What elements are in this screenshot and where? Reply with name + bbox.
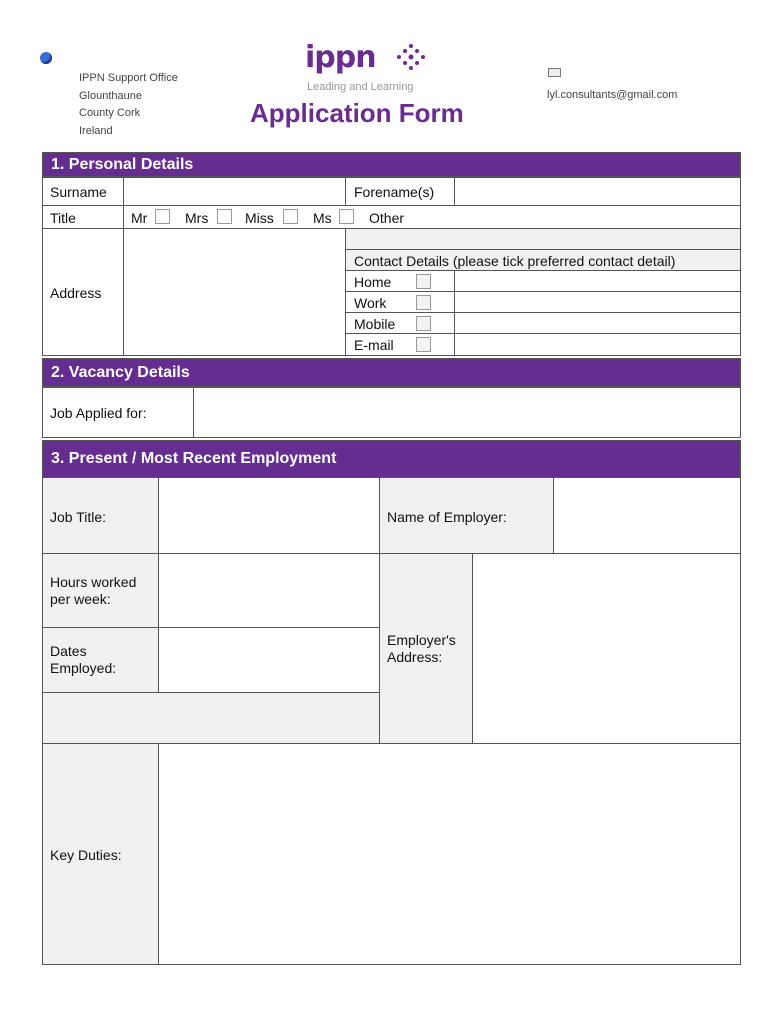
other-label: Other [369,210,405,226]
logo-text: ippn [305,40,376,75]
job-title-label-cell [42,477,159,554]
contact-email: lyl.consultants@gmail.com [547,89,678,101]
surname-field[interactable] [123,177,346,206]
job-applied-field[interactable] [193,387,741,438]
contact-email-field[interactable] [454,333,741,356]
ippn-logo [305,40,435,80]
contact-mobile-field[interactable] [454,312,741,334]
contact-mobile-label-cell [345,312,455,334]
key-duties-field[interactable] [158,743,741,965]
job-title-field[interactable] [158,477,380,554]
employer-name-field[interactable] [553,477,741,554]
email-icon [548,68,561,77]
contact-work-label: Work [354,295,387,311]
address-line: County Cork [79,107,141,119]
mr-label: Mr [131,210,148,226]
address-label: Address [50,285,102,301]
mr-checkbox[interactable] [155,209,170,224]
key-duties-label-cell [42,743,159,965]
office-address [79,70,178,140]
miss-label: Miss [245,210,274,226]
job-applied-label-cell [42,387,194,438]
title-options-row [123,205,741,229]
contact-details-label: Contact Details (please tick preferred contact detail) [354,253,676,269]
contact-email-label-cell [345,333,455,356]
mrs-label: Mrs [185,210,209,226]
surname-label: Surname [50,184,107,200]
contact-spacer [345,228,741,250]
contact-home-field[interactable] [454,270,741,292]
job-applied-label: Job Applied for: [50,405,147,421]
miss-checkbox[interactable] [283,209,298,224]
forename-label-cell [345,177,455,206]
contact-work-field[interactable] [454,291,741,313]
employer-address-label: Employer's Address: [387,632,456,665]
hours-field[interactable] [158,553,380,628]
surname-label-cell [42,177,124,206]
contact-details-header [345,249,741,271]
contact-home-label: Home [354,274,392,290]
dates-label: Dates Employed: [50,643,117,676]
ms-label: Ms [313,210,332,226]
section-vacancy-details: 2. Vacancy Details [42,358,741,387]
employer-address-label-cell [379,553,473,744]
globe-icon [40,52,52,64]
dates-field[interactable] [158,627,380,693]
address-line: IPPN Support Office [79,72,178,84]
work-checkbox[interactable] [416,295,431,310]
hours-label-cell [42,553,159,628]
contact-email-label: E-mail [354,337,394,353]
address-label-cell [42,228,124,356]
dates-label-cell [42,627,159,693]
hours-label: Hours worked per week: [50,574,137,607]
mobile-checkbox[interactable] [416,316,431,331]
ms-checkbox[interactable] [339,209,354,224]
email-checkbox[interactable] [416,337,431,352]
section-personal-details: 1. Personal Details [42,152,741,177]
logo-tagline: Leading and Learning [307,81,414,93]
address-line: Ireland [79,124,113,137]
forename-field[interactable] [454,177,741,206]
forename-label: Forename(s) [354,184,435,200]
address-line: Glounthaune [79,89,142,102]
employer-name-label-cell [379,477,554,554]
employer-address-field[interactable] [472,553,741,744]
title-label: Title [50,210,76,226]
page-title: Application Form [250,98,464,128]
job-title-label: Job Title: [50,509,107,525]
contact-home-label-cell [345,270,455,292]
contact-mobile-label: Mobile [354,316,396,332]
employer-name-label: Name of Employer: [387,509,507,525]
section-employment: 3. Present / Most Recent Employment [42,440,741,478]
mrs-checkbox[interactable] [217,209,232,224]
contact-work-label-cell [345,291,455,313]
blank-cell [42,692,380,744]
logo-dots-icon [393,42,427,72]
key-duties-label: Key Duties: [50,847,122,863]
title-label-cell [42,205,124,229]
address-field[interactable] [123,228,346,356]
home-checkbox[interactable] [416,274,431,289]
